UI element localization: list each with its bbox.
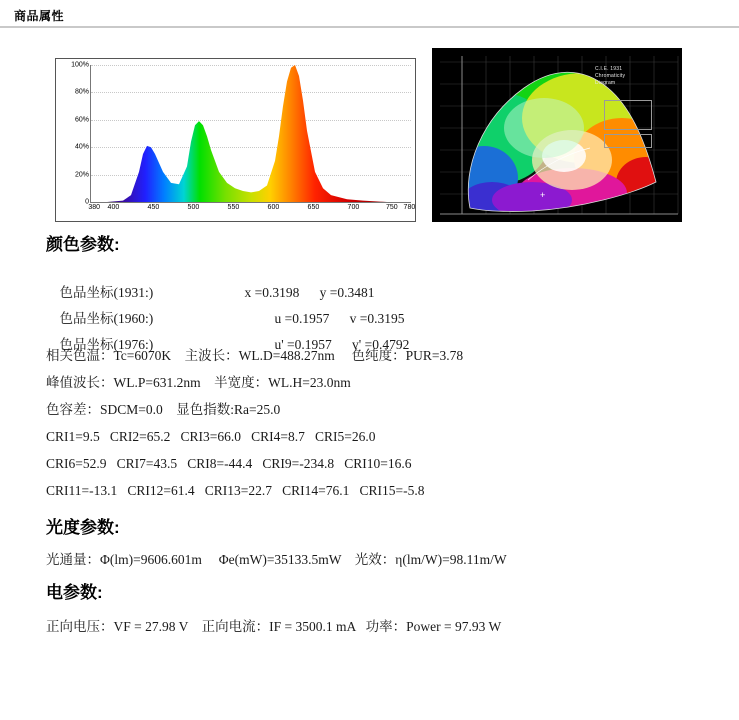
color-coord-1931-label: 色品坐标(1931:) [59, 285, 154, 300]
y-axis-tick: 0 [85, 198, 89, 206]
cie-chromaticity-diagram [432, 48, 682, 222]
section-header-bar [0, 0, 739, 28]
electrical-row: 正向电压：VF = 27.98 V 正向电流：IF = 3500.1 mA 功率：Power = 97.93 W [46, 619, 502, 634]
color-coord-1976-values: u' =0.1957 v' =0.4792 [274, 337, 410, 352]
y-axis-tick: 80% [74, 88, 89, 96]
spectrum-curve [91, 65, 411, 202]
sdcm-ra-row: 色容差：SDCM=0.0 显色指数:Ra=25.0 [46, 402, 281, 417]
cie-caption-line-2: Chromaticity [595, 73, 626, 79]
photometric-params-title: 光度参数: [46, 518, 120, 537]
y-axis-tick: 20% [74, 171, 89, 179]
y-axis-tick: 40% [74, 143, 89, 151]
color-coord-1960-label: 色品坐标(1960:) [59, 311, 154, 326]
page-title: 商品属性 [14, 9, 65, 23]
cie-legend-box-upper [604, 100, 652, 130]
luminous-flux-row: 光通量：Φ(lm)=9606.601m Φe(mW)=35133.5mW 光效：η(lm/W)=98.11m/W [46, 552, 507, 567]
x-axis-tick: 600 [267, 204, 280, 211]
cie-coordinate-marker: + [540, 190, 546, 200]
charts-row [0, 46, 739, 226]
spectrum-plot-area [71, 61, 416, 211]
color-params-title: 颜色参数: [46, 235, 120, 254]
peak-halfwidth-row: 峰值波长：WL.P=631.2nm 半宽度：WL.H=23.0nm [46, 375, 351, 390]
x-axis-tick: 380 [88, 204, 101, 211]
x-axis-tick: 400 [107, 204, 120, 211]
color-coord-1960-values: u =0.1957 v =0.3195 [274, 311, 405, 326]
x-axis-tick: 750 [385, 204, 398, 211]
color-coord-1931-values: x =0.3198 y =0.3481 [244, 285, 375, 300]
x-axis-tick: 550 [227, 204, 240, 211]
electrical-params-title: 电参数: [46, 583, 103, 602]
spectral-distribution-chart [55, 58, 416, 222]
x-axis-tick: 500 [187, 204, 200, 211]
x-axis-tick: 450 [147, 204, 160, 211]
cie-caption [595, 66, 625, 87]
y-axis-tick: 60% [74, 116, 89, 124]
y-axis-tick: 100% [71, 61, 89, 69]
x-axis-tick: 700 [347, 204, 360, 211]
cri-row-3: CRI11=-13.1 CRI12=61.4 CRI13=22.7 CRI14=76.1 CRI15=-5.8 [46, 483, 425, 498]
cct-dominant-purity-row: 相关色温：Tc=6070K 主波长：WL.D=488.27nm 色纯度：PUR=3.78 [46, 348, 464, 363]
cri-row-1: CRI1=9.5 CRI2=65.2 CRI3=66.0 CRI4=8.7 CRI5=26.0 [46, 429, 376, 444]
color-coord-1976-label: 色品坐标(1976:) [59, 337, 154, 352]
cie-caption-line-3: Diagram [595, 80, 616, 86]
x-axis-tick: 650 [307, 204, 320, 211]
cie-legend-box-lower [604, 134, 652, 148]
x-axis-tick: 780 [403, 204, 416, 211]
cie-caption-line-1: C.I.E. 1931 [595, 66, 623, 72]
cri-row-2: CRI6=52.9 CRI7=43.5 CRI8=-44.4 CRI9=-234.8 CRI10=16.6 [46, 456, 412, 471]
